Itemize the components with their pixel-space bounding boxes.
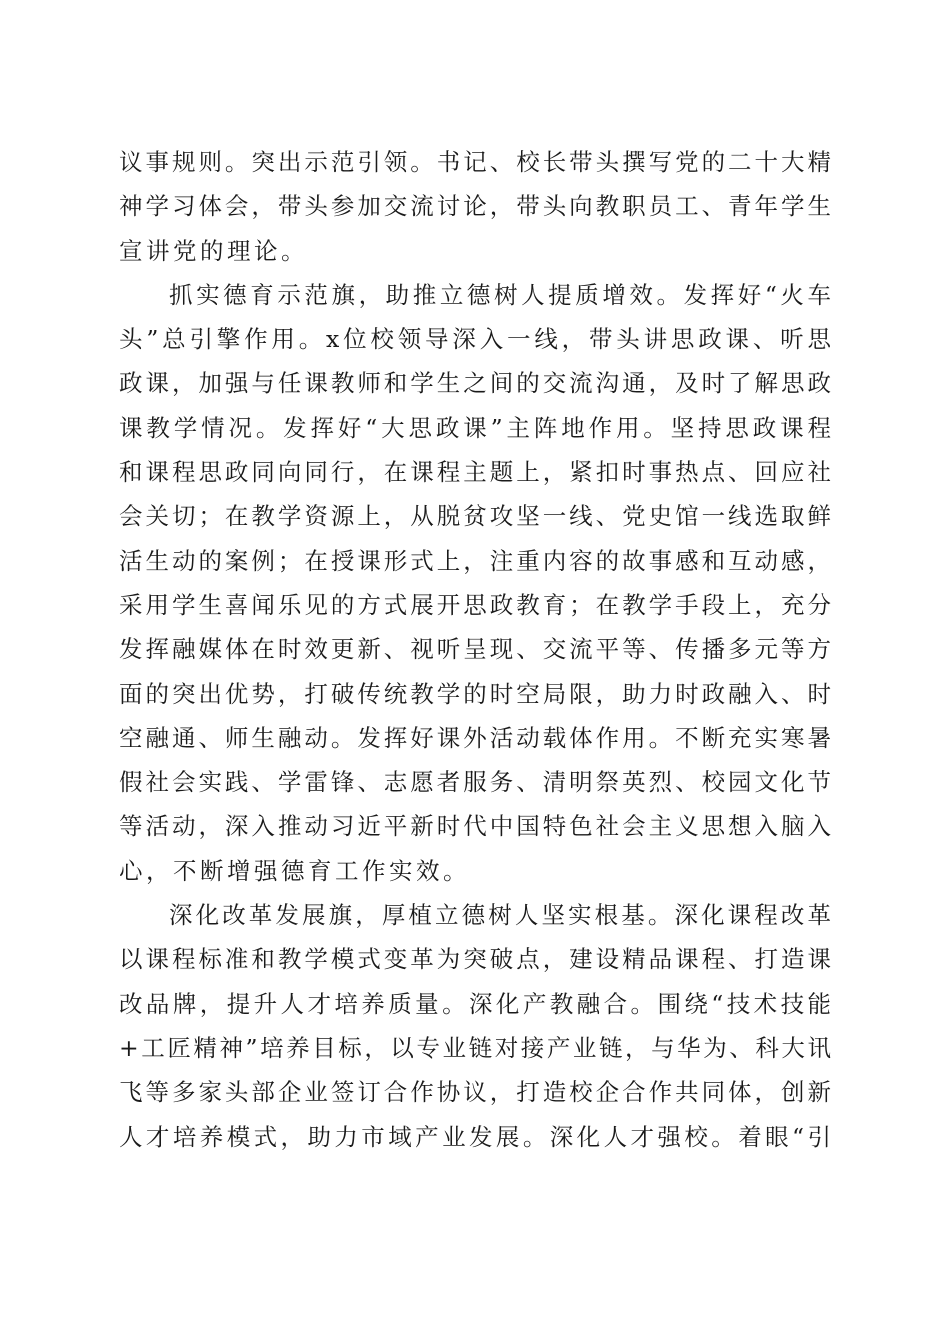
text-line: 发挥融媒体在时效更新、视听呈现、交流平等、传播多元等方 xyxy=(119,635,831,664)
text-line: 活生动的案例；在授课形式上，注重内容的故事感和互动感， xyxy=(119,546,831,575)
text-line: 和课程思政同向同行，在课程主题上，紧扣时事热点、回应社 xyxy=(119,458,831,487)
text-line: 宣讲党的理论。 xyxy=(119,236,308,265)
text-line: 课教学情况。发挥好“大思政课”主阵地作用。坚持思政课程 xyxy=(119,413,831,442)
text-line: 假社会实践、学雷锋、志愿者服务、清明祭英烈、校园文化节 xyxy=(119,768,831,797)
text-line: 改品牌，提升人才培养质量。深化产教融合。围绕“技术技能 xyxy=(119,989,831,1018)
text-line: 会关切；在教学资源上，从脱贫攻坚一线、党史馆一线选取鲜 xyxy=(119,502,831,531)
text-line: 采用学生喜闻乐见的方式展开思政教育；在教学手段上，充分 xyxy=(119,590,831,619)
text-line: 人才培养模式，助力市域产业发展。深化人才强校。着眼“引 xyxy=(119,1122,831,1151)
text-line: 政课，加强与任课教师和学生之间的交流沟通，及时了解思政 xyxy=(119,369,831,398)
text-line: 空融通、师生融动。发挥好课外活动载体作用。不断充实寒暑 xyxy=(119,723,831,752)
text-line: 深化改革发展旗，厚植立德树人坚实根基。深化课程改革 xyxy=(169,901,831,930)
text-line: 等活动，深入推动习近平新时代中国特色社会主义思想入脑入 xyxy=(119,812,831,841)
text-line: 头”总引擎作用。x位校领导深入一线，带头讲思政课、听思 xyxy=(119,325,831,354)
text-line: 神学习体会，带头参加交流讨论，带头向教职员工、青年学生 xyxy=(119,192,831,221)
text-line: 议事规则。突出示范引领。书记、校长带头撰写党的二十大精 xyxy=(119,148,831,176)
document-body xyxy=(119,140,831,1159)
text-line: 以课程标准和教学模式变革为突破点，建设精品课程、打造课 xyxy=(119,945,831,974)
text-line: 面的突出优势，打破传统教学的时空局限，助力时政融入、时 xyxy=(119,679,831,708)
text-line: 飞等多家头部企业签订合作协议，打造校企合作共同体，创新 xyxy=(119,1078,831,1107)
text-line: 心，不断增强德育工作实效。 xyxy=(119,856,470,885)
text-line: +工匠精神”培养目标，以专业链对接产业链，与华为、科大讯 xyxy=(119,1033,831,1062)
text-line: 抓实德育示范旗，助推立德树人提质增效。发挥好“火车 xyxy=(169,280,831,309)
